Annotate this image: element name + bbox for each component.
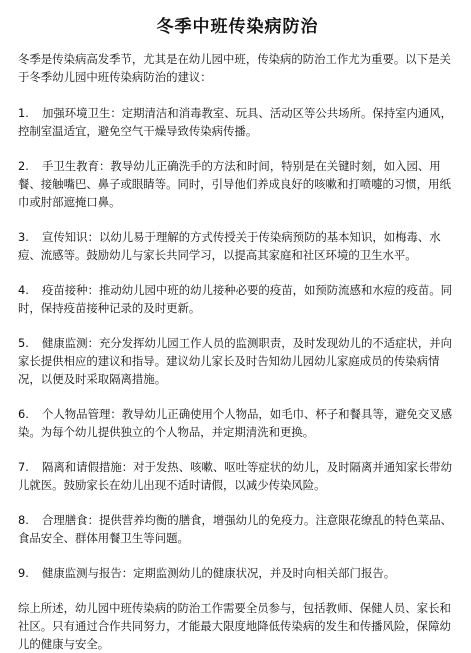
item-number: 7. [18,460,29,474]
item-text: 合理膳食：提供营养均衡的膳食，增强幼儿的免疫力。注意限花缭乱的特色菜品、食品安全、群体用餐卫生等问题。 [18,513,453,545]
item-text: 隔离和请假措施：对于发热、咳嗽、呕吐等症状的幼儿，及时隔离并通知家长带幼儿就医。鼓励家长在幼儿出现不适时请假，以减少传染风险。 [18,460,453,492]
list-item [18,564,457,582]
item-text: 疫苗接种：推动幼儿园中班的幼儿接种必要的疫苗，如预防流感和水痘的疫苗。同时，保持疫苗接种记录的及时更新。 [18,283,453,315]
conclusion-paragraph: 综上所述，幼儿园中班传染病的防治工作需要全员参与，包括教师、保健人员、家长和社区。只有通过合作共同努力，才能最大限度地降低传染病的发生和传播风险，保障幼儿的健康与安全。 [18,601,451,651]
item-text: 个人物品管理：教导幼儿正确使用个人物品，如毛巾、杯子和餐具等，避免交叉感染。为每个幼儿提供独立的个人物品，并定期清洗和更换。 [18,407,453,439]
list-item [18,281,457,317]
list-item [18,334,457,388]
document-title: 冬季中班传染病防治 [156,17,319,37]
list-item [18,511,457,547]
list-item [18,104,457,140]
intro-paragraph: 冬季是传染病高发季节，尤其是在幼儿园中班，传染病的防治工作尤为重要。以下是关于冬季幼儿园中班传染病防治的建议： [18,52,451,84]
item-text: 手卫生教育：教导幼儿正确洗手的方法和时间，特别是在关键时刻，如入园、用餐、接触嘴巴、鼻子或眼睛等。同时，引导他们养成良好的咳嗽和打喷嚏的习惯，用纸巾或肘部遮掩口鼻。 [18,159,451,209]
item-number: 1. [18,106,29,120]
item-number: 8. [18,513,29,527]
item-text: 宣传知识：以幼儿易于理解的方式传授关于传染病预防的基本知识，如梅毒、水痘、流感等。鼓励幼儿与家长共同学习，以提高其家庭和社区环境的卫生水平。 [18,230,441,262]
item-text: 健康监测与报告：定期监测幼儿的健康状况，并及时向相关部门报告。 [42,566,396,580]
list-item [18,458,457,494]
list-item [18,405,457,441]
item-number: 3. [18,230,29,244]
list-item [18,157,457,211]
list-item [18,228,457,264]
item-number: 5. [18,336,29,350]
item-number: 2. [18,159,29,173]
item-number: 4. [18,283,29,297]
item-text: 加强环境卫生：定期清洁和消毒教室、玩具、活动区等公共场所。保持室内通风，控制室温适宜，避免空气干燥导致传染病传播。 [18,106,453,138]
item-number: 9. [18,566,29,580]
item-number: 6. [18,407,29,421]
item-text: 健康监测：充分发挥幼儿园工作人员的监测职责，及时发现幼儿的不适症状，并向家长提供相应的建议和指导。建议幼儿家长及时告知幼儿园幼儿家庭成员的传染病情况，以便及时采取隔离措施。 [18,336,453,386]
